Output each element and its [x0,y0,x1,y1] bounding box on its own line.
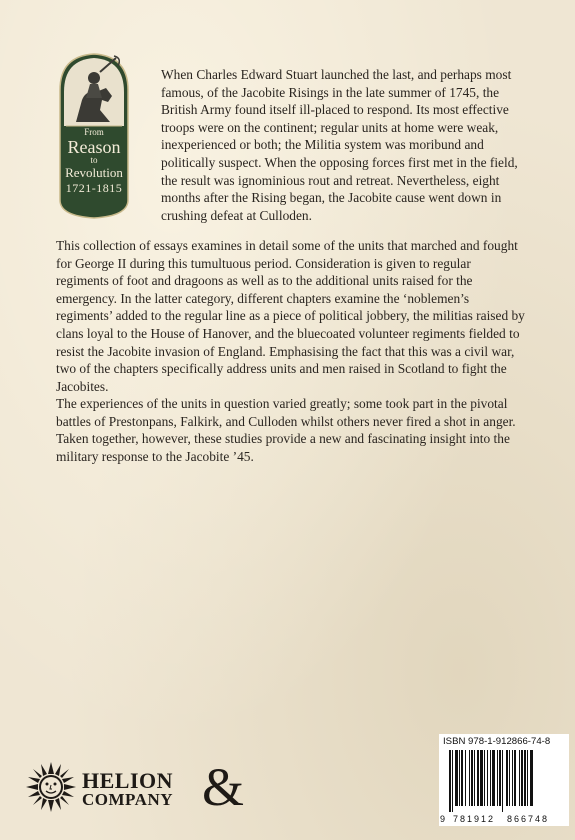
barcode-bar [487,750,488,806]
series-title-to: to [90,155,98,165]
barcode-bar [521,750,523,806]
barcode-icon [445,750,563,812]
publisher-name-company: COMPANY [82,790,173,809]
barcode-bar [452,750,453,812]
barcode-bar [497,750,498,806]
isbn-barcode-panel [439,734,569,826]
barcode-bar [474,750,475,806]
blurb-paragraph-1: When Charles Edward Stuart launched the last, and perhaps most famous, of the Jacobite Risings in the late summer of 1745, the British Army found itself ill-placed to respond. Its most effective troops were on the continent; regular units at home were weak, inexperienced or both; the Militia system was moribund and politically suspect. When the opposing forces first met in the field, the result was ignominious rout and retreat. Nevertheless, eight months after the Rising began, the Jacobite cause went down in crushing defeat at Culloden. [161,67,518,223]
series-title-revolution: Revolution [65,165,123,180]
sun-face-icon [26,762,76,812]
series-title [56,128,132,194]
isbn-label: ISBN 978-1-912866-74-8 [443,736,551,747]
barcode-bar [484,750,485,806]
barcode-bar [469,750,470,806]
barcode-bar [449,750,451,812]
blurb-paragraph-2: This collection of essays examines in detail some of the units that marched and fought for George II during this tumultuous period. Consideration is given to regular regiments of foot and dragoons as well as to the additional units raised for the emergency. In the latter category, different chapters examine the ‘noblemen’s regiments’ added to the regular line as a piece of political jobbery, the militias raised by clans loyal to the House of Hanover, and the bluecoated volunteer regiments fielded to resist the Jacobite invasion of England. Emphasising the fact that this was a civil war, two of the chapters specifically address units and men raised in Scotland to fight the Jacobites. [56,238,525,394]
series-badge [56,50,132,220]
series-title-reason: Reason [67,137,121,157]
barcode-bar [530,750,533,806]
series-dates: 1721-1815 [65,181,123,195]
barcode-bar [514,750,516,806]
barcode-bar [477,750,479,806]
barcode-bar [465,750,466,806]
blurb-paragraph-3: The experiences of the units in question varied greatly; some took part in the pivotal battles of Prestonpans, Falkirk, and Culloden whilst others never fired a shot in anger. Taken together, however, these studies provide a new and fascinating insight into the military response to the Jacobite ’45. [56,396,516,464]
barcode-bar [519,750,520,806]
series-title-from: From [84,127,104,137]
barcode-bar [471,750,473,806]
barcode-bar [527,750,528,806]
barcode-bar [455,750,458,806]
barcode-bar [506,750,508,806]
barcode-bar [461,750,463,806]
barcode-bar [509,750,510,806]
barcode-bar [459,750,460,806]
barcode-bar [480,750,483,806]
publisher-ampersand: & [202,757,245,817]
barcode-bar [502,750,503,812]
barcode-bar [512,750,513,806]
publisher-name-helion: HELION [82,768,174,793]
barcode-digit-lead: 9 [440,814,446,824]
barcode-digits-left: 781912 [453,814,496,824]
barcode-bar [492,750,495,806]
barcode-digits-right: 866748 [507,814,550,824]
barcode-bar [499,750,501,806]
publisher-logo [26,757,256,817]
barcode-bar [490,750,491,806]
barcode-bar [524,750,526,806]
